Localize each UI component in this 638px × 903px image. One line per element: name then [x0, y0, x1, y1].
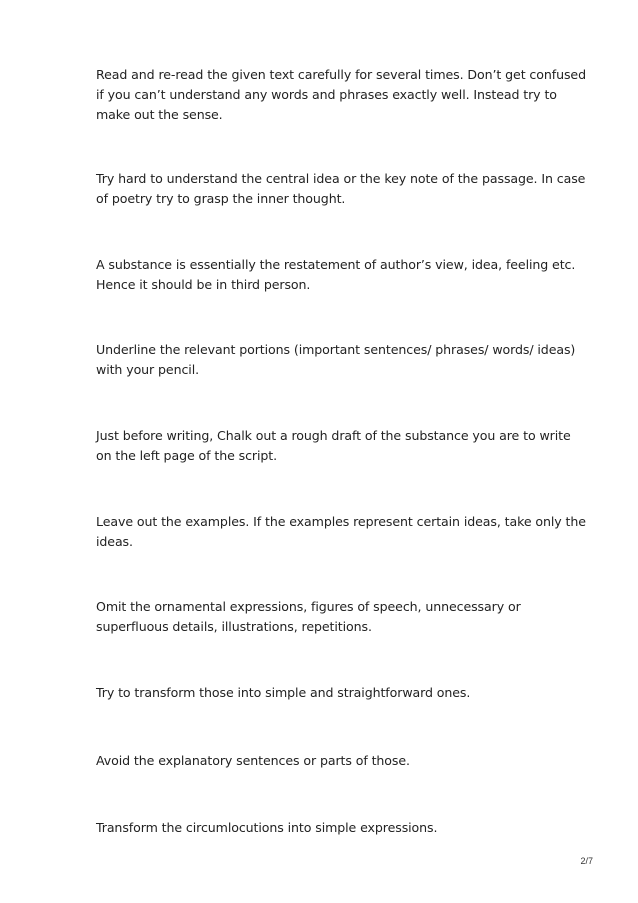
paragraph-central-idea: Try hard to understand the central idea or the key note of the passage. In case of poetry try to grasp the inner thought.: [96, 171, 586, 206]
paragraph-ornamental: Omit the ornamental expressions, figures of speech, unnecessary or superfluous details, illustrations, repetitions.: [96, 599, 521, 634]
paragraph-rough-draft: Just before writing, Chalk out a rough draft of the substance you are to write on the left page of the script.: [96, 428, 571, 463]
paragraph-examples: Leave out the examples. If the examples represent certain ideas, take only the ideas.: [96, 514, 586, 549]
paragraph-read-carefully: Read and re-read the given text carefully for several times. Don’t get confused if you can’t understand any words and phrases exactly well. Instead try to make out the sense.: [96, 67, 586, 122]
paragraph-transform: Try to transform those into simple and straightforward ones.: [96, 685, 471, 700]
paragraph-underline: Underline the relevant portions (important sentences/ phrases/ words/ ideas) with your pencil.: [96, 342, 576, 377]
paragraph-explanatory: Avoid the explanatory sentences or parts of those.: [96, 753, 410, 768]
page-number: 2/7: [580, 856, 593, 866]
paragraph-circumlocutions: Transform the circumlocutions into simple expressions.: [96, 820, 438, 835]
paragraph-third-person: A substance is essentially the restatement of author’s view, idea, feeling etc. Hence it should be in third person.: [96, 257, 576, 292]
